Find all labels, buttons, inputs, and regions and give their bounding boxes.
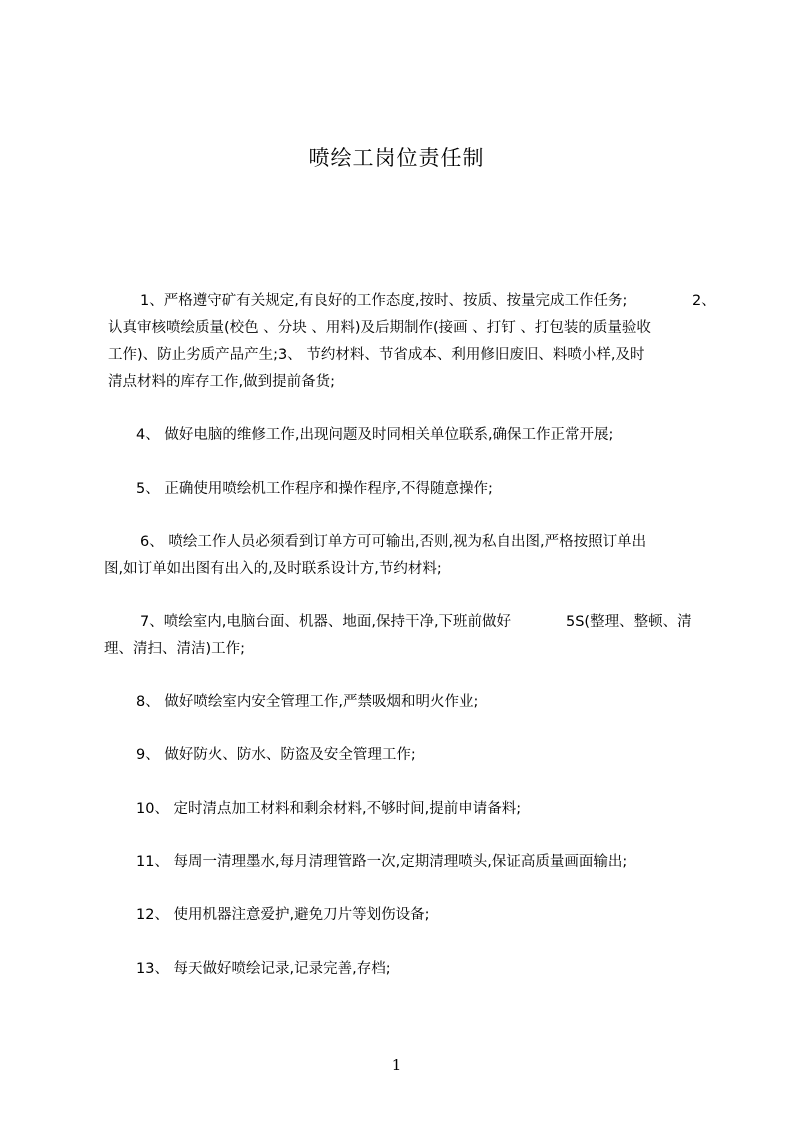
clause-11: 11、 每周一清理墨水,每月清理管路一次,定期清理喷头,保证高质量画面输出;: [136, 854, 628, 870]
clause-1-line-1: 1、严格遵守矿有关规定,有良好的工作态度,按时、按质、按量完成工作任务;: [140, 293, 628, 309]
clause-4: 4、 做好电脑的维修工作,出现问题及时同相关单位联系,确保工作正常开展;: [136, 427, 614, 443]
clause-9: 9、 做好防火、防水、防盗及安全管理工作;: [136, 747, 416, 763]
clause-10: 10、 定时清点加工材料和剩余材料,不够时间,提前申请备料;: [136, 801, 522, 817]
clause-2-line-1: 认真审核喷绘质量(校色 、分块 、用料)及后期制作(接画 、打钉 、打包装的质量验收: [108, 320, 651, 336]
clause-6-line-1: 6、 喷绘工作人员必须看到订单方可可输出,否则,视为私自出图,严格按照订单出: [140, 534, 647, 550]
clause-12: 12、 使用机器注意爱护,避免刀片等划伤设备;: [136, 907, 430, 923]
clause-2-3-line: 工作)、防止劣质产品产生;3、 节约材料、节省成本、利用修旧废旧、料喷小样,及时: [108, 347, 645, 363]
clause-7-line-1: 7、喷绘室内,电脑台面、机器、地面,保持干净,下班前做好: [140, 614, 512, 630]
clause-3-line-2: 清点材料的库存工作,做到提前备货;: [108, 374, 335, 390]
clause-2-number: 2、: [692, 293, 716, 309]
clause-6-line-2: 图,如订单如出图有出入的,及时联系设计方,节约材料;: [104, 561, 442, 577]
document-title: 喷绘工岗位责任制: [308, 146, 485, 170]
clause-8: 8、 做好喷绘室内安全管理工作,严禁吸烟和明火作业;: [136, 694, 479, 710]
clause-13: 13、 每天做好喷绘记录,记录完善,存档;: [136, 961, 391, 977]
clause-7-line-2: 理、清扫、清洁)工作;: [104, 641, 246, 657]
page-number: 1: [391, 1056, 402, 1074]
clause-7-5s: 5S(整理、整顿、清: [566, 614, 692, 630]
clause-5: 5、 正确使用喷绘机工作程序和操作程序,不得随意操作;: [136, 481, 493, 497]
